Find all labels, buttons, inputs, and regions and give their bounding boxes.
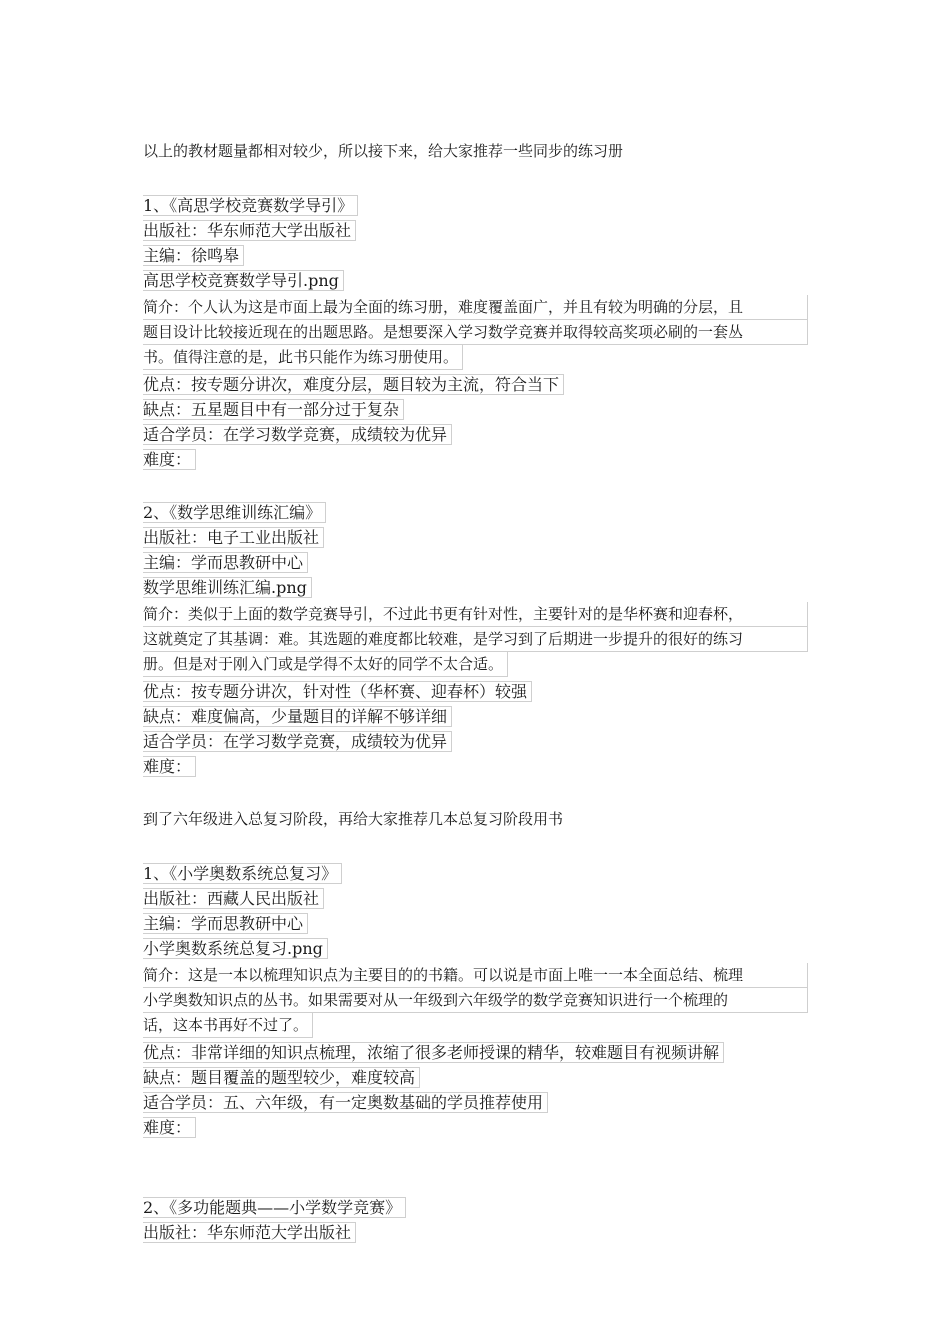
book-intro-line: 题目设计比较接近现在的出题思路。是想要深入学习数学竞赛并取得较高奖项必刷的一套丛: [143, 320, 808, 345]
book-publisher: 出版社：电子工业出版社: [143, 527, 324, 548]
book-cons: 缺点：五星题目中有一部分过于复杂: [143, 399, 404, 420]
book-title: 2、《数学思维训练汇编》: [143, 502, 326, 523]
book-intro: [143, 602, 808, 681]
document-body: [143, 141, 813, 1247]
book-suitable: 适合学员：在学习数学竞赛，成绩较为优异: [143, 731, 452, 752]
book-image-placeholder: 小学奥数系统总复习.png: [143, 938, 328, 959]
book-difficulty: 难度：: [143, 1117, 196, 1138]
book-pros: 优点：按专题分讲次，针对性（华杯赛、迎春杯）较强: [143, 681, 532, 702]
book-intro-line: 书。值得注意的是，此书只能作为练习册使用。: [143, 345, 463, 370]
book-publisher: 出版社：西藏人民出版社: [143, 888, 324, 909]
book-cons: 缺点：难度偏高，少量题目的详解不够详细: [143, 706, 452, 727]
book-image-placeholder: 高思学校竞赛数学导引.png: [143, 270, 344, 291]
book-intro-line: 这就奠定了其基调：难。其选题的难度都比较难，是学习到了后期进一步提升的很好的练习: [143, 627, 808, 652]
book-pros: 优点：非常详细的知识点梳理，浓缩了很多老师授课的精华，较难题目有视频讲解: [143, 1042, 724, 1063]
book-intro: [143, 295, 808, 374]
book-pros: 优点：按专题分讲次，难度分层，题目较为主流，符合当下: [143, 374, 564, 395]
book-intro-line: 简介：类似于上面的数学竞赛导引，不过此书更有针对性，主要针对的是华杯赛和迎春杯，: [143, 602, 808, 627]
book-title: 1、《小学奥数系统总复习》: [143, 863, 342, 884]
book-suitable: 适合学员：在学习数学竞赛，成绩较为优异: [143, 424, 452, 445]
book-editor: 主编：学而思教研中心: [143, 552, 308, 573]
book-difficulty: 难度：: [143, 756, 196, 777]
book-intro-line: 册。但是对于刚入门或是学得不太好的同学不太合适。: [143, 652, 508, 677]
book-cons: 缺点：题目覆盖的题型较少，难度较高: [143, 1067, 420, 1088]
book-publisher: 出版社：华东师范大学出版社: [143, 220, 356, 241]
book-title: 2、《多功能题典——小学数学竞赛》: [143, 1197, 406, 1218]
book-difficulty: 难度：: [143, 449, 196, 470]
intro-text-2: 到了六年级进入总复习阶段，再给大家推荐几本总复习阶段用书: [143, 810, 564, 828]
book-image-placeholder: 数学思维训练汇编.png: [143, 577, 312, 598]
book-intro-line: 话，这本书再好不过了。: [143, 1013, 313, 1038]
book-editor: 主编：徐鸣皋: [143, 245, 244, 266]
book-intro-line: 简介：个人认为这是市面上最为全面的练习册，难度覆盖面广，并且有较为明确的分层，且: [143, 295, 808, 320]
book-intro-line: 小学奥数知识点的丛书。如果需要对从一年级到六年级学的数学竞赛知识进行一个梳理的: [143, 988, 808, 1013]
book-intro: [143, 963, 808, 1042]
intro-text-1: 以上的教材题量都相对较少，所以接下来，给大家推荐一些同步的练习册: [143, 142, 624, 160]
book-intro-line: 简介：这是一本以梳理知识点为主要目的的书籍。可以说是市面上唯一一本全面总结、梳理: [143, 963, 808, 988]
book-title: 1、《高思学校竞赛数学导引》: [143, 195, 358, 216]
book-publisher: 出版社：华东师范大学出版社: [143, 1222, 356, 1243]
book-suitable: 适合学员：五、六年级，有一定奥数基础的学员推荐使用: [143, 1092, 548, 1113]
book-editor: 主编：学而思教研中心: [143, 913, 308, 934]
